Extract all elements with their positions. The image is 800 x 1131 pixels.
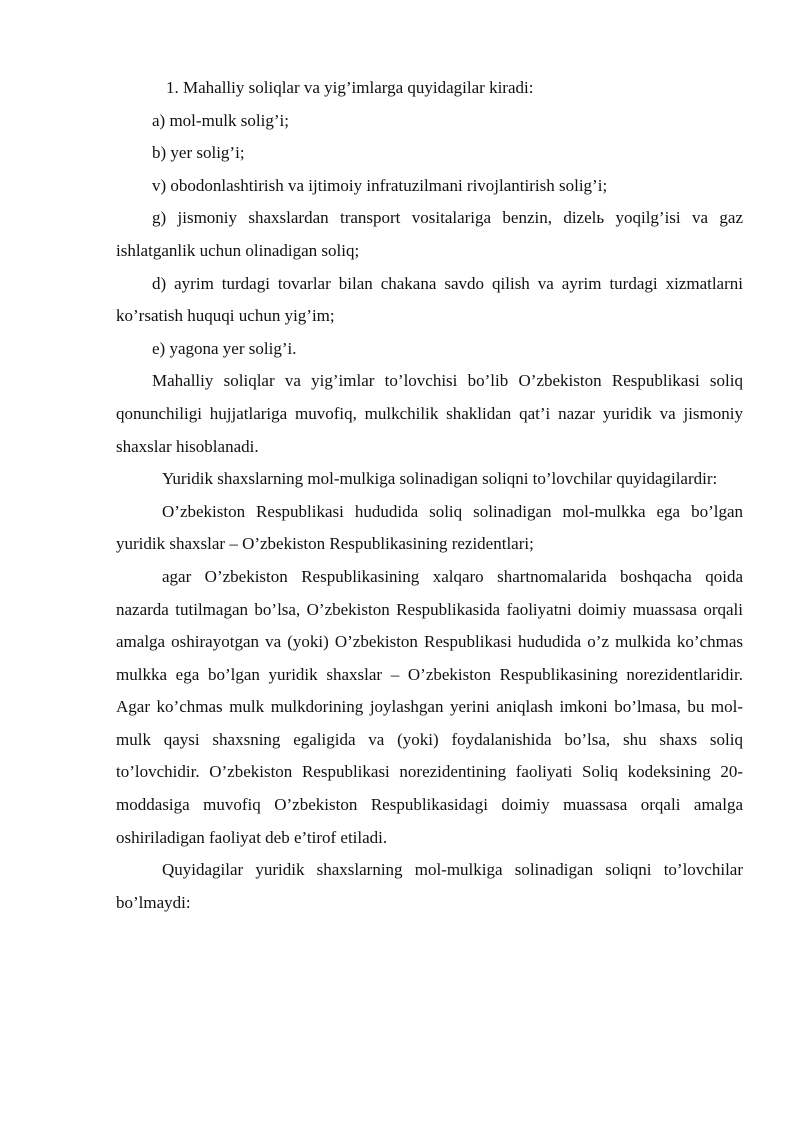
list-item: a) mol-mulk solig’i;	[152, 110, 289, 130]
list-item: d) ayrim turdagi tovarlar bilan chakana savdo qilish va ayrim turdagi xizmatlarni ko’rsatish huquqi uchun yig’im;	[116, 273, 743, 326]
document-page	[116, 72, 743, 919]
list-item: e) yagona yer solig’i.	[152, 338, 297, 358]
body-paragraph: O’zbekiston Respublikasi hududida soliq solinadigan mol-mulkka ega bo’lgan yuridik shaxslar – O’zbekiston Respublikasining rezidentlari;	[116, 501, 743, 554]
list-item: g) jismoniy shaxslardan transport vositalariga benzin, dizelь yoqilg’isi va gaz ishlatganlik uchun olinadigan soliq;	[116, 208, 743, 260]
body-paragraph: Yuridik shaxslarning mol-mulkiga solinadigan soliqni to’lovchilar quyidagilardir:	[162, 469, 718, 489]
list-item: v) obodonlashtirish va ijtimoiy infratuzilmani rivojlantirish solig’i;	[152, 175, 608, 195]
body-paragraph: Mahalliy soliqlar va yig’imlar to’lovchisi bo’lib O’zbekiston Respublikasi soliq qonunchiligi hujjatlariga muvofiq, mulkchilik shaklidan qat’i nazar yuridik va jismoniy shaxslar hisoblanadi.	[116, 371, 743, 456]
list-item: b) yer solig’i;	[152, 143, 245, 163]
body-paragraph: Quyidagilar yuridik shaxslarning mol-mulkiga solinadigan soliqni to’lovchilar bo’lmaydi:	[116, 860, 743, 912]
body-paragraph: agar O’zbekiston Respublikasining xalqaro shartnomalarida boshqacha qoida nazarda tutilmagan bo’lsa, O’zbekiston Respublikasida faoliyatni doimiy muassasa orqali amalga oshirayotgan va (yoki) O’zbekiston Respublikasi hududida o’z mulkida ko’chmas mulkka ega bo’lgan yuridik shaxslar – O’zbekiston Respublikasining norezidentlaridir. Agar ko’chmas mulk mulkdorining joylashgan yerini aniqlash imkoni bo’lmasa, bu mol-mulk qaysi shaxsning egaligida va (yoki) foydalanishida bo’lsa, shu shaxs soliq to’lovchidir. O’zbekiston Respublikasi norezidentining faoliyati Soliq kodeksining 20-moddasiga muvofiq O’zbekiston Respublikasidagi doimiy muassasa orqali amalga oshiriladigan faoliyat deb e’tirof etiladi.	[116, 566, 743, 847]
list-heading: 1. Mahalliy soliqlar va yig’imlarga quyidagilar kiradi:	[166, 78, 534, 97]
